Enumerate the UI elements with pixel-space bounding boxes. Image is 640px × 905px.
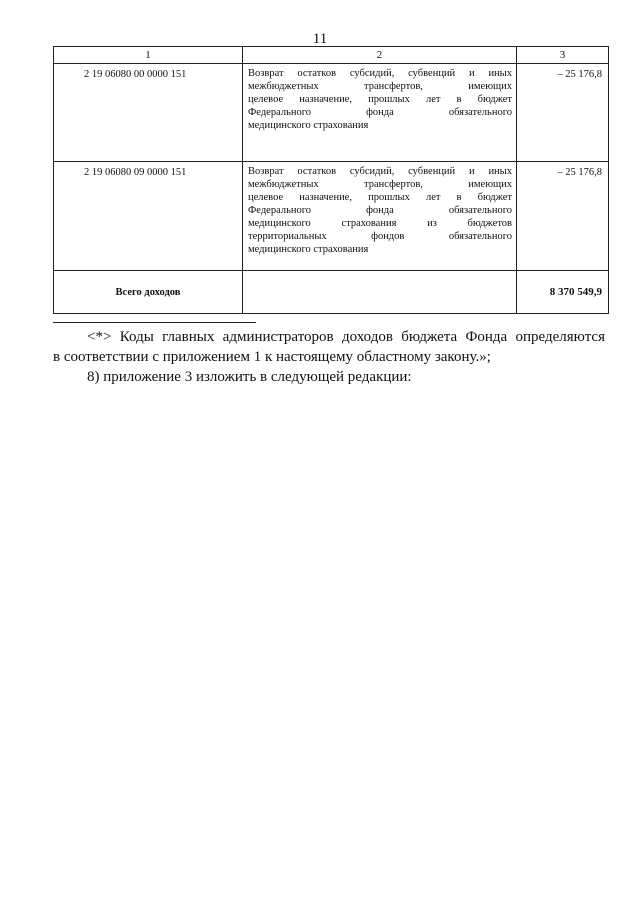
revenue-amount: – 25 176,8 <box>517 64 609 162</box>
total-row <box>54 271 609 314</box>
description-line: Возврат остатков субсидий, субвенций и иных <box>248 166 512 177</box>
description-line: Федерального фонда обязательного <box>248 107 512 118</box>
table-header-row <box>54 47 609 64</box>
revenue-description <box>243 64 517 162</box>
description-line: целевое назначение, прошлых лет в бюджет <box>248 94 512 105</box>
amendment-instruction <box>53 367 605 387</box>
table-row <box>54 162 609 271</box>
revenue-description <box>243 162 517 271</box>
instruction-text: 8) приложение 3 изложить в следующей редакции: <box>87 369 412 385</box>
table-row <box>54 64 609 162</box>
column-header-description: 2 <box>243 47 517 64</box>
description-line: межбюджетных трансфертов, имеющих <box>248 81 512 92</box>
column-header-code: 1 <box>54 47 243 64</box>
footnote-separator <box>53 322 256 323</box>
footnote-line: в соответствии с приложением 1 к настоящему областному закону.»; <box>53 349 491 365</box>
description-line: Федерального фонда обязательного <box>248 205 512 216</box>
description-line: медицинского страхования <box>248 120 369 131</box>
description-line: Возврат остатков субсидий, субвенций и иных <box>248 68 512 79</box>
page-number: 11 <box>312 31 328 47</box>
description-line: территориальных фондов обязательного <box>248 231 512 242</box>
footnote <box>53 327 605 367</box>
total-empty-cell <box>243 271 517 314</box>
total-amount: 8 370 549,9 <box>517 271 609 314</box>
description-line: медицинского страхования <box>248 244 369 255</box>
description-line: медицинского страхования из бюджетов <box>248 218 512 229</box>
revenue-code: 2 19 06080 09 0000 151 <box>54 162 243 271</box>
description-line: межбюджетных трансфертов, имеющих <box>248 179 512 190</box>
revenue-code: 2 19 06080 00 0000 151 <box>54 64 243 162</box>
revenue-table <box>53 46 609 314</box>
total-label: Всего доходов <box>54 271 243 314</box>
footnote-line: <*> Коды главных администраторов доходов бюджета Фонда определяются <box>87 329 605 345</box>
description-line: целевое назначение, прошлых лет в бюджет <box>248 192 512 203</box>
revenue-amount: – 25 176,8 <box>517 162 609 271</box>
column-header-amount: 3 <box>517 47 609 64</box>
